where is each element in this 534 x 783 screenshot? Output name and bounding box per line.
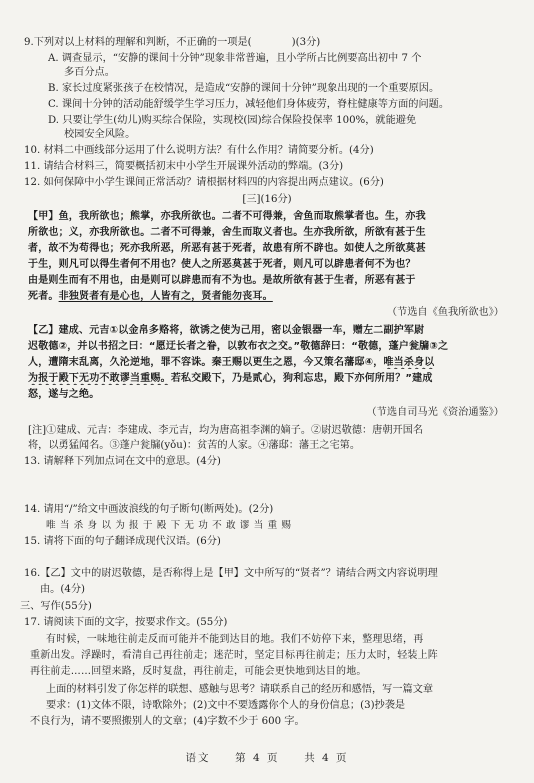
q9-stem: 9.下列对以上材料的理解和判断，不正确的一项是( )(3分) bbox=[24, 37, 321, 48]
passage-yi-line-3: 人，遭隋末乱离，久沦逆地，罪不容诛。秦王赐以更生之恩，今又策名藩邸④，唯当杀身以 bbox=[28, 357, 435, 368]
passage-jia-line-4: 于生，则凡可以得生者何不用也？使人之所恶莫甚于死者，则凡可以辟患者何不为也？ bbox=[28, 259, 416, 270]
passage-yi-wavy-2: 为报于殿下无功不敢谬当重赐。 bbox=[28, 373, 171, 384]
writing-section-heading: 三、写作(55分) bbox=[20, 601, 92, 612]
q9-option-a-cont: 多百分点。 bbox=[64, 67, 115, 78]
passage-jia-source: （节选自《鱼我所欲也》） bbox=[386, 307, 504, 318]
passage-jia-underlined: 非独贤者有是心也，人皆有之，贤者能勿丧耳。 bbox=[58, 291, 273, 302]
q14-stem: 14. 请用“/”给文中画波浪线的句子断句(断两处)。(2分) bbox=[24, 504, 274, 515]
q13-stem: 13. 请解释下列加点词在文中的意思。(4分) bbox=[24, 456, 221, 467]
q10: 10. 材料二中画线部分运用了什么说明方法？有什么作用？请简要分析。(4分) bbox=[24, 145, 374, 156]
footer-page-total: 共 4 页 bbox=[304, 752, 349, 764]
section-3-heading: [三](16分) bbox=[242, 194, 292, 205]
passage-jia-line-3: 者，故不为苟得也；死亦我所恶，所恶有甚于死者，故患有所不辟也。如使人之所欲莫甚 bbox=[28, 243, 426, 254]
passage-jia-line-5: 由是则生而有不用也，由是则可以辟患而有不为也。是故所欲有甚于生者，所恶有甚于 bbox=[28, 275, 416, 286]
q17-requirement-1: 上面的材料引发了你怎样的联想、感触与思考？请联系自己的经历和感悟，写一篇文章 bbox=[46, 684, 434, 695]
passage-yi-source: （节选自司马光《资治通鉴》） bbox=[366, 407, 504, 418]
passage-jia-line-1: 【甲】鱼，我所欲也；熊掌，亦我所欲也。二者不可得兼，舍鱼而取熊掌者也。生，亦我 bbox=[28, 211, 426, 222]
passage-yi-line-5: 怒，遂与之绝。 bbox=[28, 389, 100, 400]
q14-sentence: 唯 当 杀 身 以 为 报 于 殿 下 无 功 不 敢 谬 当 重 赐 bbox=[46, 520, 292, 531]
notes-line-2: 将，以勇猛闻名。③蓬户瓮牖(yǒu)：贫苦的人家。④藩邸：藩王之宅第。 bbox=[28, 440, 361, 451]
q9-option-b: B. 家长过度紧张孩子在校情况，是造成“安静的课间十分钟”现象出现的一个重要原因。 bbox=[48, 83, 440, 94]
page-footer bbox=[0, 752, 534, 765]
q15-stem: 15. 请将下面的句子翻译成现代汉语。(6分) bbox=[24, 536, 221, 547]
q9-option-c: C. 课间十分钟的活动能舒缓学生学习压力，减轻他们身体疲劳，脊柱健康等方面的问题。 bbox=[48, 99, 450, 110]
q17-material-2: 重新出发。浮躁时，看清自己再往前走；迷茫时，坚定目标再往前走；压力太时，轻装上阵 bbox=[30, 650, 438, 661]
q9-option-d: D. 只要让学生(幼儿)购买综合保险，实现校(园)综合保险投保率 100%，就能避免 bbox=[48, 115, 417, 126]
footer-page-number: 第 4 页 bbox=[235, 752, 280, 764]
q17-stem: 17. 请阅读下面的文字，按要求作文。(55分) bbox=[24, 617, 228, 628]
passage-yi-wavy-1: 唯当杀身以 bbox=[383, 357, 435, 368]
passage-jia-line-6: 死者。非独贤者有是心也，人皆有之，贤者能勿丧耳。 bbox=[28, 291, 273, 302]
q9-option-d-cont: 校园安全风险。 bbox=[64, 129, 136, 140]
q17-material-1: 有时候，一味地往前走反而可能并不能到达目的地。我们不妨停下来，整理思绪，再 bbox=[46, 634, 424, 645]
notes-line-1: [注]①建成、元吉：李建成、李元吉，均为唐高祖李渊的嫡子。②尉迟敬德：唐朝开国名 bbox=[28, 425, 424, 436]
q12: 12. 如何保障中小学生课间正常活动？请根据材料四的内容提出两点建议。(6分) bbox=[24, 177, 384, 188]
passage-yi-line-2: 迟敬德②，并以书招之曰：“愿迂长者之眷，以敦布衣之交。”敬德辞曰：“敬德，蓬户瓮牖③之 bbox=[28, 341, 449, 352]
q17-requirement-3: 不良行为，请不要照搬别人的文章；(4)字数不少于 600 字。 bbox=[30, 716, 305, 727]
q16-line-2: 由。(4分) bbox=[40, 584, 85, 595]
passage-yi-line-4: 为报于殿下无功不敢谬当重赐。若私交殿下，乃是贰心，狗利忘忠，殿下亦何所用？”建成 bbox=[28, 373, 433, 384]
q16-line-1: 16.【乙】文中的尉迟敬德，是否称得上是【甲】文中所写的“贤者”？请结合两文内容说明理 bbox=[24, 568, 438, 579]
q17-requirement-2: 要求：(1)文体不限，诗歌除外；(2)文中不要透露你个人的身份信息；(3)抄袭是 bbox=[46, 700, 406, 711]
q11: 11. 请结合材料三，简要概括初末中小学生开展课外活动的弊端。(3分) bbox=[24, 161, 344, 172]
q17-material-3: 再往前走……回望来路，反时复盘，再往前走，可能会更快地到达目的地。 bbox=[30, 666, 367, 677]
q9-option-a: A. 调查显示，“安静的课间十分钟”现象非常普遍，且小学所占比例要高出初中 7 个 bbox=[48, 53, 422, 64]
passage-jia-line-2: 所欲也；义，亦我所欲也。二者不可得兼，舍生而取义者也。生亦我所欲，所欲有甚于生 bbox=[28, 227, 426, 238]
passage-yi-line-1: 【乙】建成、元吉①以金帛多赂将，欲诱之使为己用，密以金银器一车，赠左二副护军尉 bbox=[28, 325, 425, 336]
footer-subject: 语文 bbox=[185, 752, 211, 764]
